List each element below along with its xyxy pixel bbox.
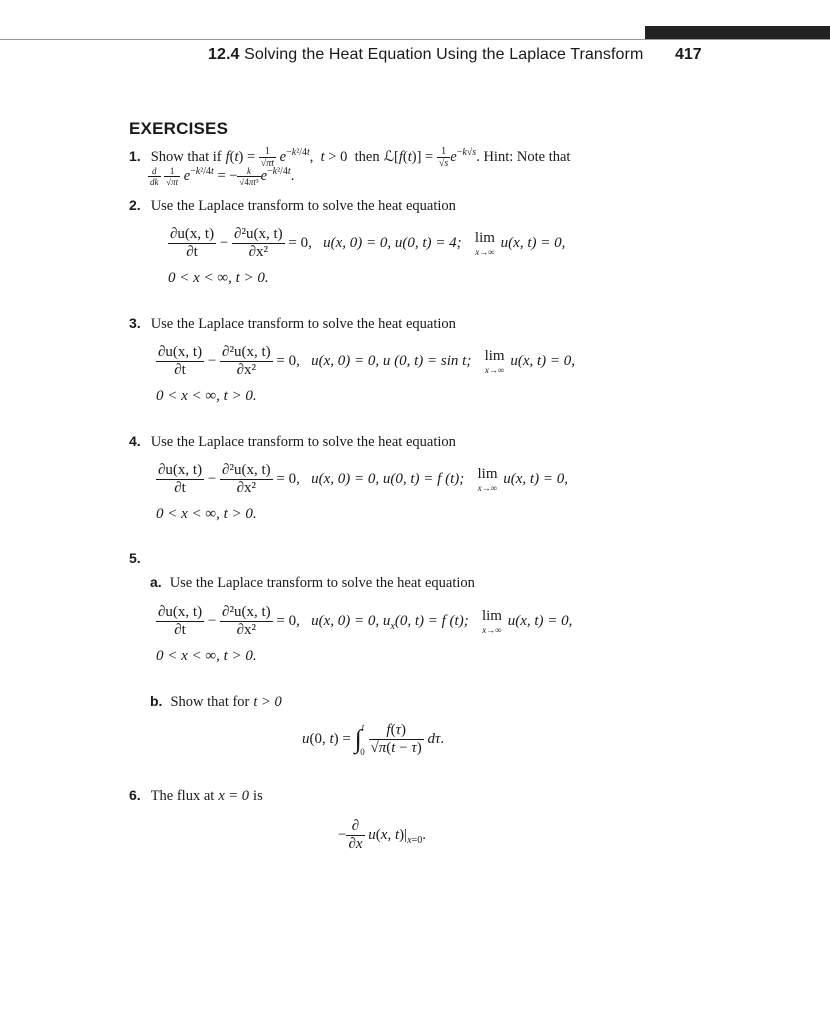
boundary-condition: u(0, t) = f (t); xyxy=(382,470,465,487)
exercise-number: 3. xyxy=(129,315,141,331)
exercise-intro: Use the Laplace transform to solve the heat equation xyxy=(150,434,456,450)
exercise-number: 4. xyxy=(129,433,141,449)
lim-word: lim xyxy=(477,466,498,482)
lim-expression: u(x, t) = 0, xyxy=(507,612,573,629)
flux-point: x = 0 xyxy=(218,788,250,804)
lim-expression: u(x, t) = 0, xyxy=(510,352,576,369)
lim-expression: u(x, t) = 0, xyxy=(500,234,566,251)
pde-dt-denominator: ∂t xyxy=(174,622,186,638)
pde-dt-denominator: ∂t xyxy=(186,244,198,260)
exercise-1-formula: f(t) = $\frac{1}{√\pi t}$ $e^{-k^2/4t}$, t > 0 xyxy=(225,146,355,169)
exercise-1-then: then xyxy=(354,148,380,165)
initial-condition: u(x, 0) = 0, xyxy=(323,234,392,251)
equals-zero: = 0, xyxy=(276,470,300,487)
domain-condition: 0 < x < ∞, t > 0. xyxy=(156,506,257,522)
pde-dxx-numerator: ∂²u(x, t) xyxy=(222,462,271,478)
initial-condition: u(x, 0) = 0, xyxy=(311,612,380,629)
page-number: 417 xyxy=(675,46,702,63)
header-black-bar xyxy=(645,26,830,40)
domain-condition: 0 < x < ∞, t > 0. xyxy=(156,388,257,404)
domain-condition: 0 < x < ∞, t > 0. xyxy=(168,270,269,286)
domain-condition: 0 < x < ∞, t > 0. xyxy=(156,648,257,664)
exercise-1-hint-formula: $\frac{d}{dk}$ $\frac{1}{√\pi t}$ $e^{-k^2/4t}$ = − $\frac{k}{\text{√4πt³}}$ $e^{-k^2/4t}$. xyxy=(150,166,295,187)
pde-dxx-numerator: ∂²u(x, t) xyxy=(234,226,283,242)
initial-condition: u(x, 0) = 0, xyxy=(311,470,380,487)
section-number: 12.4 xyxy=(208,46,240,63)
section-title: Solving the Heat Equation Using the Laplace Transform xyxy=(244,46,644,63)
exercise-intro: Use the Laplace transform to solve the heat equation xyxy=(169,575,475,591)
header-rule xyxy=(0,39,830,40)
lim-word: lim xyxy=(481,608,502,624)
exercises-heading: EXERCISES xyxy=(129,119,229,138)
exercise-3-equation: $\frac{\partial u(x, t)}{\partial t}$ − $\frac{\text{∂²u(x, t)}}{\text{∂x²}}$ = 0, u(x, 0) = 0, u (0, t) = sin t; lim x→∞ u(x, t) = 0, xyxy=(158,344,576,378)
exercise-4-equation: $\frac{\partial u(x, t)}{\partial t}$ − $\frac{\text{∂²u(x, t)}}{\text{∂x²}}$ = 0, u(x, 0) = 0, u(0, t) = f (t); lim x→∞ u(x, t) = 0, xyxy=(158,462,568,496)
exercise-2-equation: $\frac{\partial u(x, t)}{\partial t}$ − $\frac{\text{∂²u(x, t)}}{\text{∂x²}}$ = 0, u(x, 0) = 0, u(0, t) = 4; lim x→∞ u(x, t) = 0, xyxy=(170,226,566,260)
lim-sub: x→∞ xyxy=(477,483,498,493)
exercise-4 xyxy=(129,433,456,451)
pde-dxx-numerator: ∂²u(x, t) xyxy=(222,604,271,620)
equals-zero: = 0, xyxy=(288,234,312,251)
exercise-number: 6. xyxy=(129,787,141,803)
exercise-number: 1. xyxy=(129,147,141,164)
exercise-6-equation: − $\frac{\partial}{\partial x}$ u(x, $t)|_{x=0}$. xyxy=(338,818,426,852)
lim-sub: x→∞ xyxy=(484,365,505,375)
exercise-1-laplace: ℒ[f(t)] = $\frac{1}{√s}$ $e^{-k√s}$ xyxy=(383,146,477,169)
part-label: b. xyxy=(150,693,163,709)
equals-zero: = 0, xyxy=(276,612,300,629)
boundary-condition: u (0, t) = sin t; xyxy=(382,352,472,369)
initial-condition: u(x, 0) = 0, xyxy=(311,352,380,369)
exercise-intro: The flux at xyxy=(150,788,215,804)
pde-dxx-denominator: ∂x² xyxy=(248,244,269,260)
exercise-1-lead: Show that if xyxy=(150,148,222,165)
boundary-condition: u(0, t) = 4; xyxy=(394,234,462,251)
exercise-6 xyxy=(129,787,263,805)
equals-zero: = 0, xyxy=(276,352,300,369)
exercise-2 xyxy=(129,197,456,215)
pde-dxx-numerator: ∂²u(x, t) xyxy=(222,344,271,360)
exercise-3 xyxy=(129,315,456,333)
part-label: a. xyxy=(150,574,162,590)
exercise-5b xyxy=(150,693,282,711)
exercise-intro: Show that for xyxy=(170,694,250,710)
exercise-5b-equation: u(0, t) = ∫$^t$0 $\frac{f(\tau)}{√\pi(t - \tau)}$ dτ. xyxy=(302,722,445,757)
lim-sub: x→∞ xyxy=(482,625,502,635)
part-condition: t > 0 xyxy=(253,694,282,710)
exercise-5a xyxy=(150,574,475,592)
lim-expression: u(x, t) = 0, xyxy=(503,470,568,487)
running-head xyxy=(208,46,643,64)
exercise-tail: is xyxy=(253,788,263,804)
exercise-1-hint: . Hint: Note that xyxy=(476,148,571,165)
pde-dt-denominator: ∂t xyxy=(174,362,186,378)
exercise-number: 5. xyxy=(129,550,141,566)
exercise-5a-equation: $\frac{\partial u(x, t)}{\partial t}$ − $\frac{\text{∂²u(x, t)}}{\text{∂x²}}$ = 0, u(x, 0) = 0, $u_x(0$, t) = f (t); lim x→∞ u(x, t) = 0, xyxy=(158,604,573,638)
flux-condition: $u_x(0$, t) = f (t); xyxy=(382,612,469,632)
pde-dt-numerator: ∂u(x, t) xyxy=(170,226,215,242)
pde-dxx-denominator: ∂x² xyxy=(236,480,257,496)
pde-dt-numerator: ∂u(x, t) xyxy=(158,462,203,478)
pde-dt-numerator: ∂u(x, t) xyxy=(158,344,203,360)
pde-dt-denominator: ∂t xyxy=(174,480,186,496)
exercise-intro: Use the Laplace transform to solve the heat equation xyxy=(150,316,456,332)
pde-dxx-denominator: ∂x² xyxy=(236,622,257,638)
lim-word: lim xyxy=(474,230,495,246)
exercise-number: 2. xyxy=(129,197,141,213)
pde-dxx-denominator: ∂x² xyxy=(236,362,257,378)
lim-word: lim xyxy=(484,348,505,364)
pde-dt-numerator: ∂u(x, t) xyxy=(158,604,203,620)
exercise-intro: Use the Laplace transform to solve the heat equation xyxy=(150,198,456,214)
lim-sub: x→∞ xyxy=(475,247,495,257)
